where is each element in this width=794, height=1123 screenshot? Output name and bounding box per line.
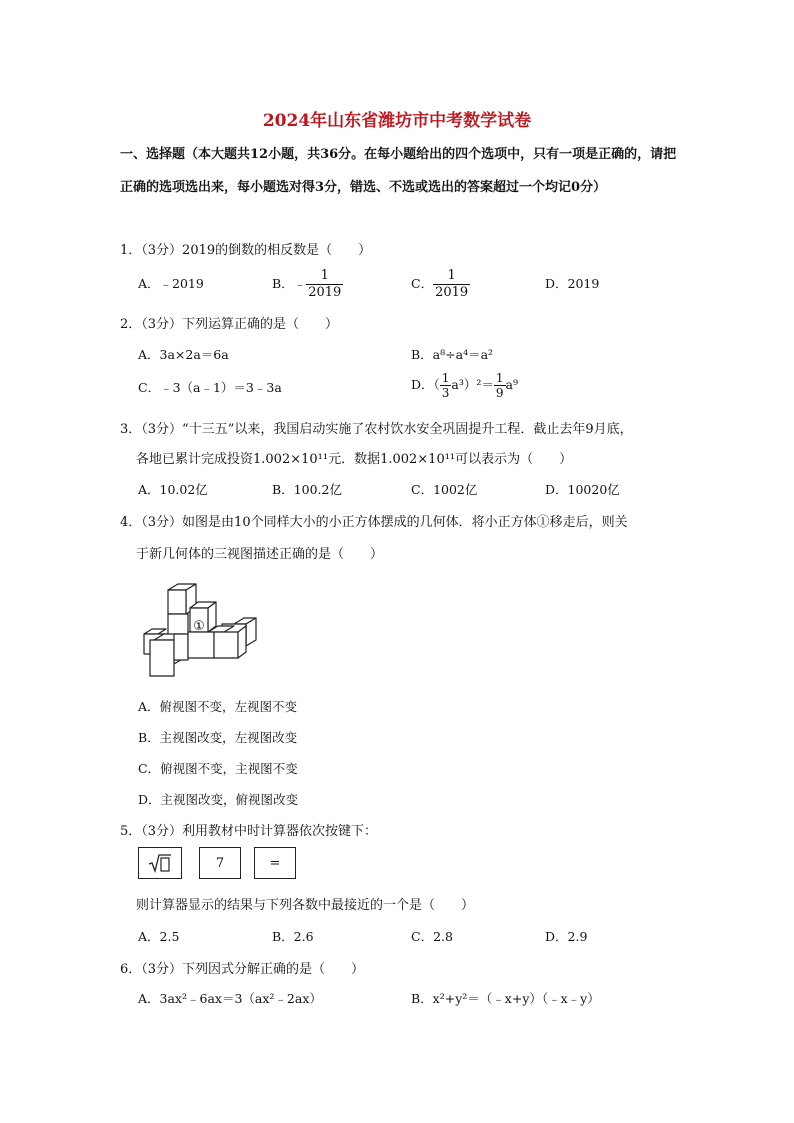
question-4-line-2: 于新几何体的三视图描述正确的是（ ） <box>136 547 384 562</box>
sqrt-key <box>138 847 182 879</box>
question-2-stem: 2．（3分）下列运算正确的是（ ） <box>120 317 339 332</box>
q2-option-a: A．3a×2a＝6a <box>138 347 229 362</box>
equals-key: = <box>254 847 296 879</box>
q5-option-b: B．2.6 <box>272 929 314 944</box>
q2-option-c: C．﹣3（a﹣1）＝3﹣3a <box>138 380 282 395</box>
q3-option-b: B．100.2亿 <box>272 482 342 497</box>
cube-stack-figure <box>138 574 263 680</box>
q3-option-d: D．10020亿 <box>545 482 620 497</box>
question-3-line-2: 各地已累计完成投资1.002×10¹¹元．数据1.002×10¹¹可以表示为（ ） <box>136 452 573 467</box>
cube-label: ① <box>193 619 205 634</box>
sqrt-icon <box>147 852 173 874</box>
question-5-stem-2: 则计算器显示的结果与下列各数中最接近的一个是（ ） <box>136 898 475 913</box>
q1-option-d: D．2019 <box>545 276 600 291</box>
page-title: 2024年山东省潍坊市中考数学试卷 <box>262 111 532 131</box>
question-3-line-1: 3．（3分）“十三五”以来，我国启动实施了农村饮水安全巩固提升工程．截止去年9月底， <box>120 422 633 437</box>
q2-option-d: D．（ $\frac{1}{3}$ a³）²＝ $\frac{1}{9}$ a⁹ <box>411 371 519 400</box>
q1-option-a: A．﹣2019 <box>138 276 204 291</box>
q1-option-c: C． $\frac{1}{2019}$ <box>411 268 469 300</box>
q5-option-c: C．2.8 <box>411 929 453 944</box>
question-6-stem: 6．（3分）下列因式分解正确的是（ ） <box>120 962 365 977</box>
question-4-line-1: 4．（3分）如图是由10个同样大小的小正方体摆成的几何体．将小正方体①移走后，则关 <box>120 515 628 530</box>
section-header: 一、选择题（本大题共12小题，共36分。在每小题给出的四个选项中，只有一项是正确的，请把正确的选项选出来，每小题选对得3分，错选、不选或选出的答案超过一个均记0分） <box>120 147 677 195</box>
q1-option-b: B．﹣ $\frac{1}{2019}$ <box>272 268 342 300</box>
q6-option-a: A．3ax²﹣6ax＝3（ax²﹣2ax） <box>138 991 322 1006</box>
seven-key: 7 <box>199 847 241 879</box>
q2-option-b: B．a⁸÷a⁴＝a² <box>411 347 494 362</box>
q3-option-c: C．1002亿 <box>411 482 478 497</box>
q4-option-a: A．俯视图不变，左视图不变 <box>138 699 298 714</box>
q4-option-d: D．主视图改变，俯视图改变 <box>138 792 299 807</box>
q5-option-a: A．2.5 <box>138 929 180 944</box>
q3-option-a: A．10.02亿 <box>138 482 208 497</box>
q6-option-b: B．x²+y²＝（﹣x+y）（﹣x﹣y） <box>411 991 600 1006</box>
question-5-stem: 5．（3分）利用教材中时计算器依次按键下： <box>120 824 378 839</box>
q5-option-d: D．2.9 <box>545 929 588 944</box>
question-1-stem: 1．（3分）2019的倒数的相反数是（ ） <box>120 243 372 258</box>
q4-option-c: C．俯视图不变，主视图不变 <box>138 761 298 776</box>
q4-option-b: B．主视图改变，左视图改变 <box>138 730 298 745</box>
